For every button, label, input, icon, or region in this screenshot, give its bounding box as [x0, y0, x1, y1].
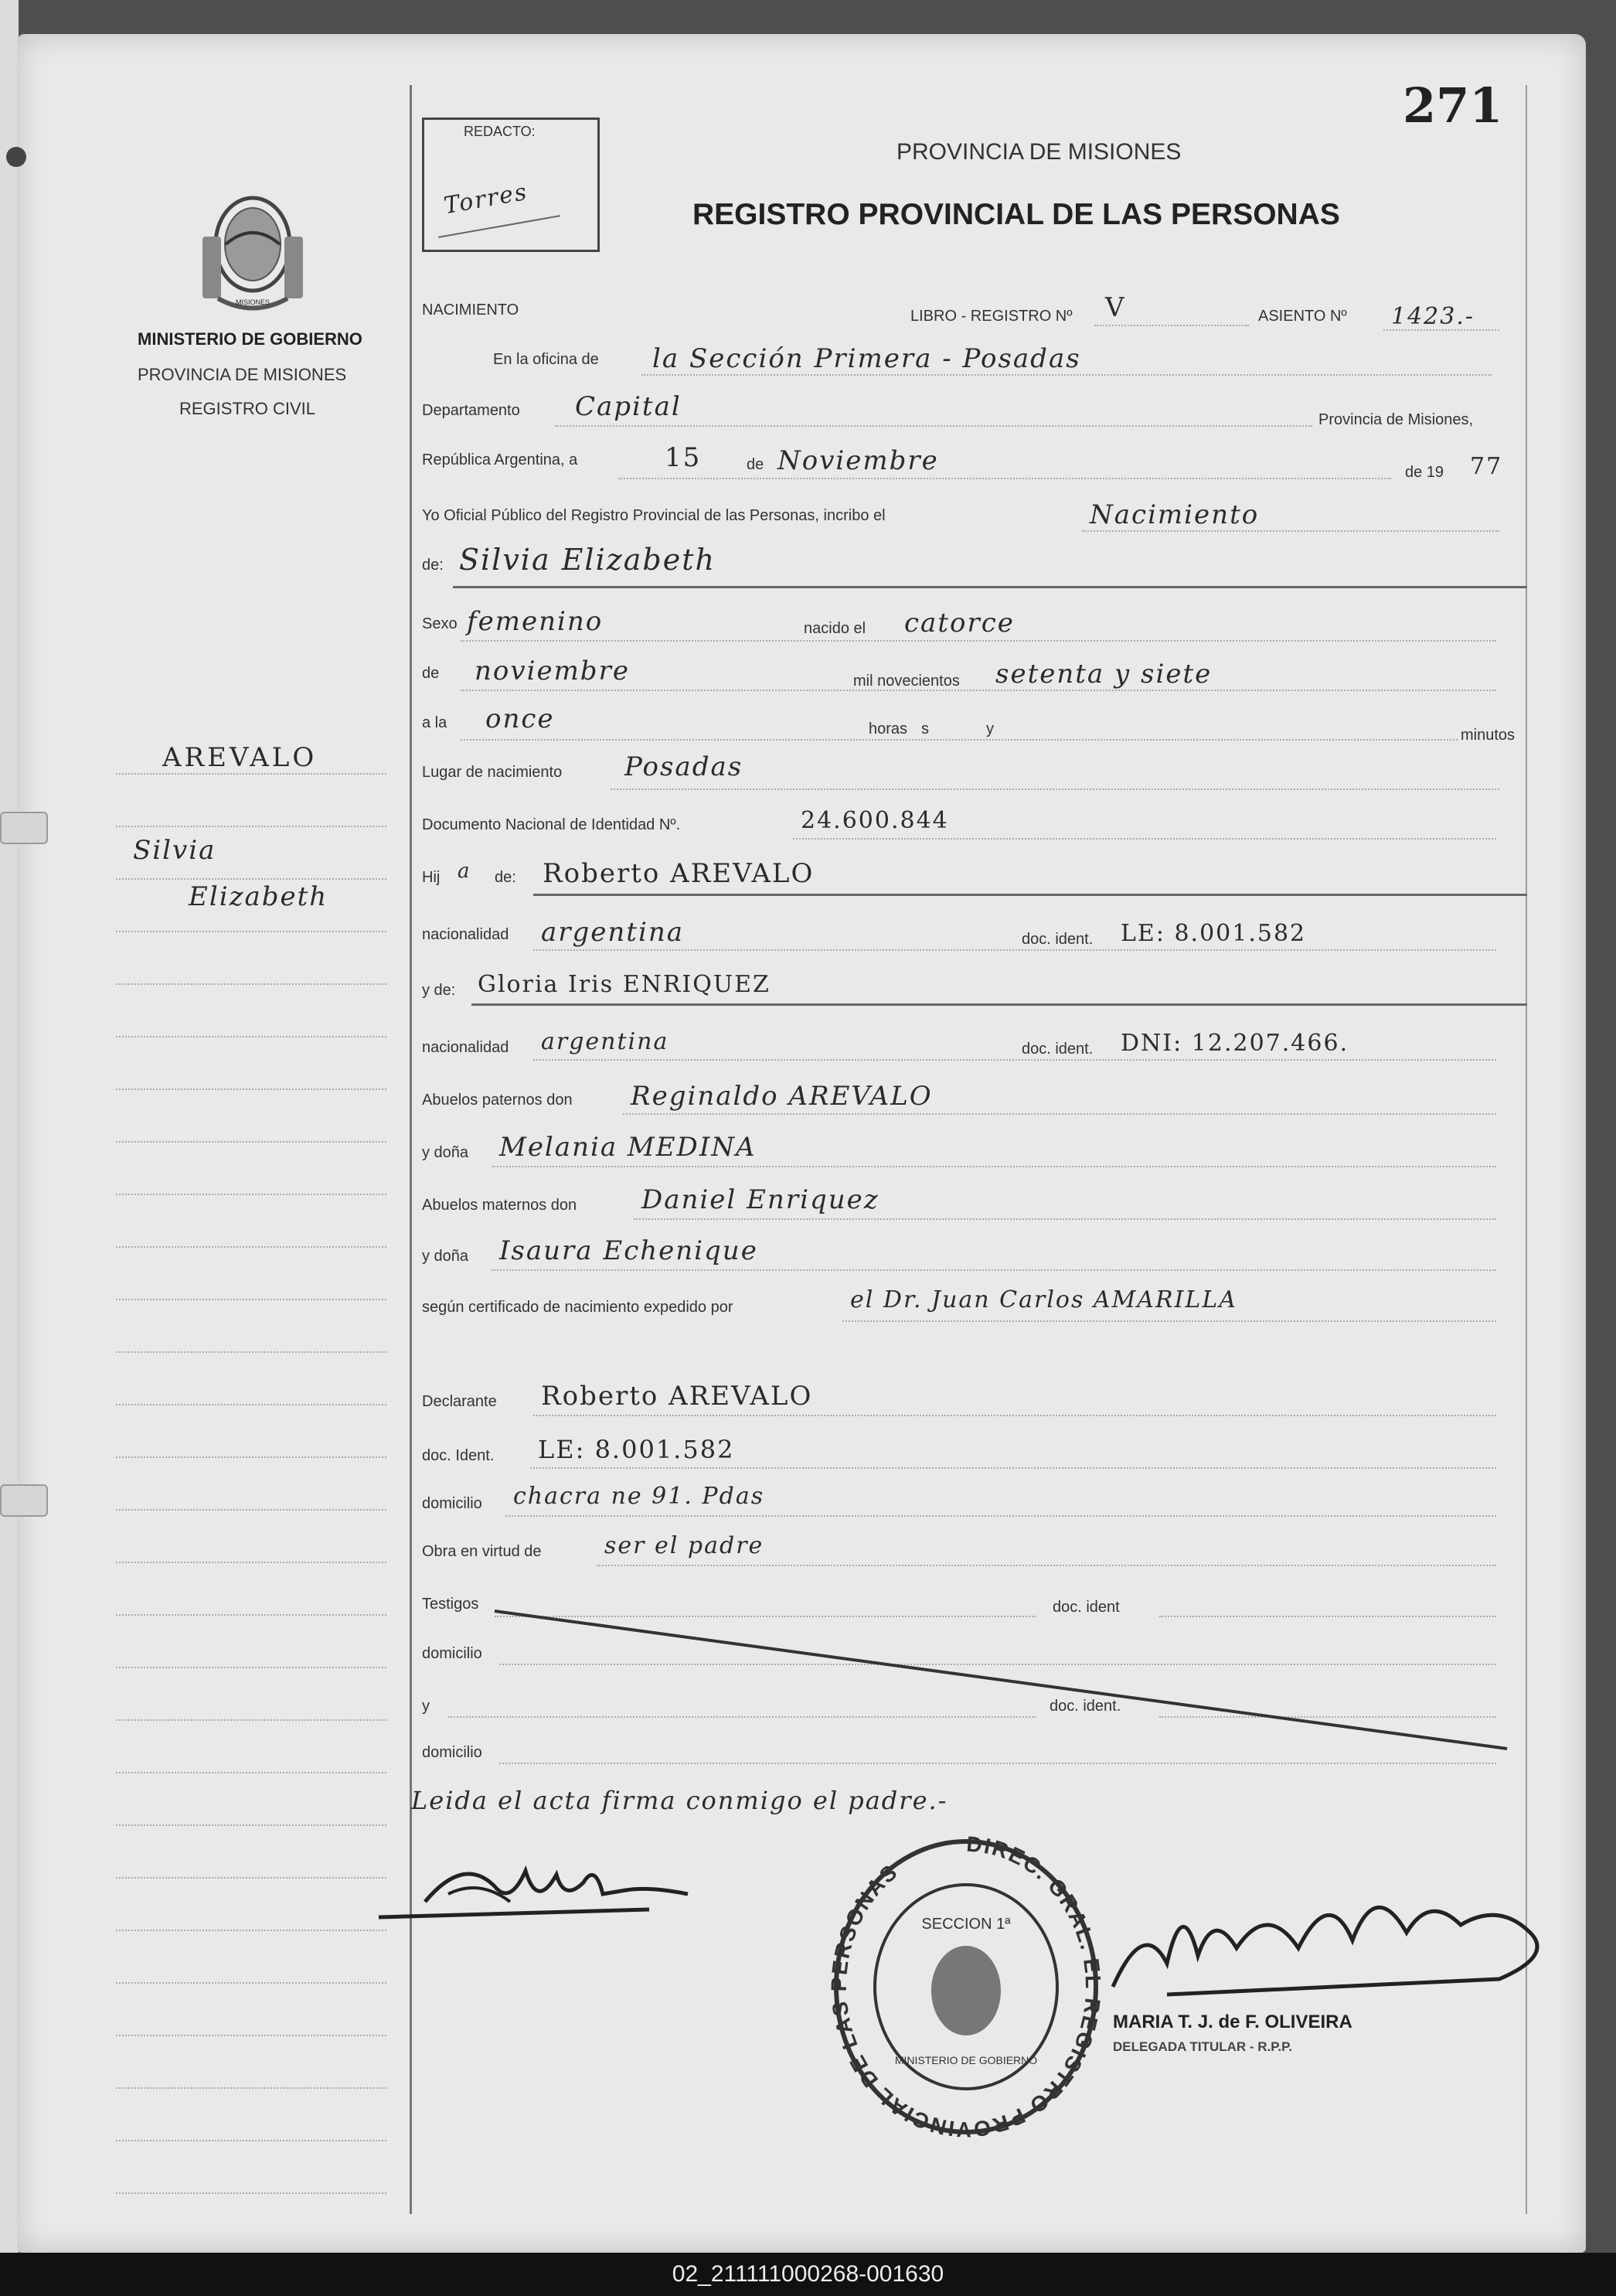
doc-ident-t2-label: doc. ident. — [1050, 1698, 1121, 1715]
de-padre-label: de: — [495, 869, 516, 886]
doc-ident2-label: doc. ident. — [1022, 1041, 1094, 1058]
document-id-footer: 02_211111000268-001630 — [0, 2253, 1616, 2296]
dia-value: 15 — [665, 442, 702, 473]
departamento-label: Departamento — [422, 402, 520, 419]
y-dona1-label: y doña — [422, 1144, 469, 1161]
redacto-label: REDACTO: — [464, 124, 536, 139]
svg-text:SECCION 1ª: SECCION 1ª — [921, 1916, 1011, 1933]
minutos-label: minutos — [1461, 727, 1516, 744]
doc-ident-decl-label: doc. Ident. — [422, 1447, 495, 1464]
y-dona2-label: y doña — [422, 1248, 469, 1265]
doc-padre-value: LE: 8.001.582 — [1121, 920, 1307, 947]
hora-value: once — [485, 703, 555, 734]
ministry-province: PROVINCIA DE MISIONES — [138, 365, 347, 384]
doc-decl-value: LE: 8.001.582 — [538, 1435, 735, 1464]
hij-suffix: a — [458, 860, 471, 883]
sexo-value: femenino — [467, 606, 604, 637]
doc-madre-value: DNI: 12.207.466. — [1121, 1030, 1349, 1057]
abuelo-mat-value: Daniel Enriquez — [641, 1184, 879, 1215]
de-mes-label: de — [747, 456, 764, 473]
redacto-value: Torres — [441, 178, 530, 220]
lugar-label: Lugar de nacimiento — [422, 764, 563, 781]
registry-round-stamp — [819, 1824, 1113, 2149]
nac-madre-value: argentina — [541, 1028, 669, 1055]
dni-label: Documento Nacional de Identidad Nº. — [422, 816, 681, 833]
official-signature — [1097, 1871, 1561, 2025]
nacido-el-label: nacido el — [804, 620, 866, 637]
provincia-label: Provincia de Misiones, — [1318, 411, 1474, 428]
asiento-label: ASIENTO Nº — [1258, 308, 1347, 325]
abuelos-paternos-label: Abuelos paternos don — [422, 1092, 573, 1109]
y-label: y — [986, 720, 994, 738]
abuela-pat-value: Melania MEDINA — [499, 1132, 757, 1163]
mes-value: Noviembre — [777, 445, 939, 476]
official-title: DELEGADA TITULAR - R.P.P. — [1113, 2039, 1293, 2054]
nombre-value: Silvia Elizabeth — [459, 543, 716, 577]
horas-label: horas — [869, 720, 908, 738]
lugar-value: Posadas — [624, 751, 743, 782]
segun-label: según certificado de nacimiento expedido por — [422, 1299, 733, 1316]
abuela-mat-value: Isaura Echenique — [499, 1235, 758, 1266]
nacionalidad2-label: nacionalidad — [422, 1039, 509, 1056]
svg-text:DIREC. GRAL. EL REGISTRO PROVI: DIREC. GRAL. EL REGISTRO PROVINCIAL DE LAS PERSONAS — [826, 1831, 1106, 2142]
nac-padre-value: argentina — [541, 917, 685, 948]
obra-value: ser el padre — [604, 1532, 764, 1559]
asiento-value: 1423.- — [1391, 303, 1475, 330]
registry-heading: REGISTRO PROVINCIAL DE LAS PERSONAS — [692, 198, 1340, 231]
departamento-value: Capital — [575, 391, 682, 422]
hij-label: Hij — [422, 869, 441, 886]
padre-value: Roberto AREVALO — [543, 858, 815, 889]
y-t2-label: y — [422, 1698, 430, 1715]
margin-given-name-2: Elizabeth — [189, 881, 328, 912]
obra-label: Obra en virtud de — [422, 1543, 542, 1560]
testigos-label: Testigos — [422, 1596, 479, 1613]
a-la-label: a la — [422, 714, 447, 731]
ministry-name: MINISTERIO DE GOBIERNO — [138, 329, 362, 349]
doc-ident1-label: doc. ident. — [1022, 931, 1094, 948]
nacido-el-value: catorce — [904, 608, 1015, 639]
declarante-label: Declarante — [422, 1393, 497, 1410]
certificado-value: el Dr. Juan Carlos AMARILLA — [850, 1286, 1237, 1313]
nacionalidad1-label: nacionalidad — [422, 926, 509, 943]
margin-surname: AREVALO — [162, 742, 318, 773]
province-heading: PROVINCIA DE MISIONES — [896, 139, 1182, 165]
margin-given-name-1: Silvia — [133, 835, 216, 866]
domicilio-t1-label: domicilio — [422, 1645, 482, 1662]
mes-nac-value: noviembre — [475, 656, 630, 686]
y-de-label: y de: — [422, 982, 456, 999]
svg-text:MINISTERIO DE GOBIERNO: MINISTERIO DE GOBIERNO — [894, 2054, 1038, 2066]
domicilio-t2-label: domicilio — [422, 1744, 482, 1761]
de-mes2-label: de — [422, 665, 440, 682]
domicilio-label: domicilio — [422, 1495, 482, 1512]
declarant-signature — [371, 1848, 726, 1933]
nacimiento-label: NACIMIENTO — [422, 301, 519, 319]
mil-label: mil novecientos — [853, 673, 960, 690]
doc-ident-t1-label: doc. ident — [1053, 1599, 1120, 1616]
de-anio-label: de 19 — [1405, 464, 1444, 481]
svg-text:MISIONES: MISIONES — [235, 298, 270, 306]
abuelos-maternos-label: Abuelos maternos don — [422, 1197, 577, 1214]
yo-oficial-label: Yo Oficial Público del Registro Provincial de las Personas, incribo el — [422, 507, 886, 524]
declarante-value: Roberto AREVALO — [541, 1381, 813, 1412]
horas-suffix: s — [921, 720, 929, 738]
libro-label: LIBRO - REGISTRO Nº — [910, 308, 1073, 325]
dni-value: 24.600.844 — [801, 807, 949, 834]
sexo-label: Sexo — [422, 615, 458, 632]
ministry-registro-civil: REGISTRO CIVIL — [179, 399, 316, 418]
abuelo-pat-value: Reginaldo AREVALO — [631, 1081, 933, 1112]
republica-label: República Argentina, a — [422, 451, 578, 468]
oficina-label: En la oficina de — [493, 351, 599, 368]
oficina-value: la Sección Primera - Posadas — [652, 343, 1081, 374]
domicilio-value: chacra ne 91. Pdas — [513, 1483, 765, 1510]
acto-value: Nacimiento — [1090, 499, 1260, 530]
page-number: 271 — [1403, 77, 1503, 134]
anio-value: 77 — [1470, 453, 1503, 480]
libro-value: V — [1105, 292, 1126, 323]
anio-nac-value: setenta y siete — [995, 659, 1213, 690]
de-nombre-label: de: — [422, 557, 444, 574]
official-name: MARIA T. J. de F. OLIVEIRA — [1113, 2012, 1352, 2032]
madre-value: Gloria Iris ENRIQUEZ — [478, 971, 771, 998]
leida-text: Leida el acta firma conmigo el padre.- — [411, 1786, 948, 1815]
